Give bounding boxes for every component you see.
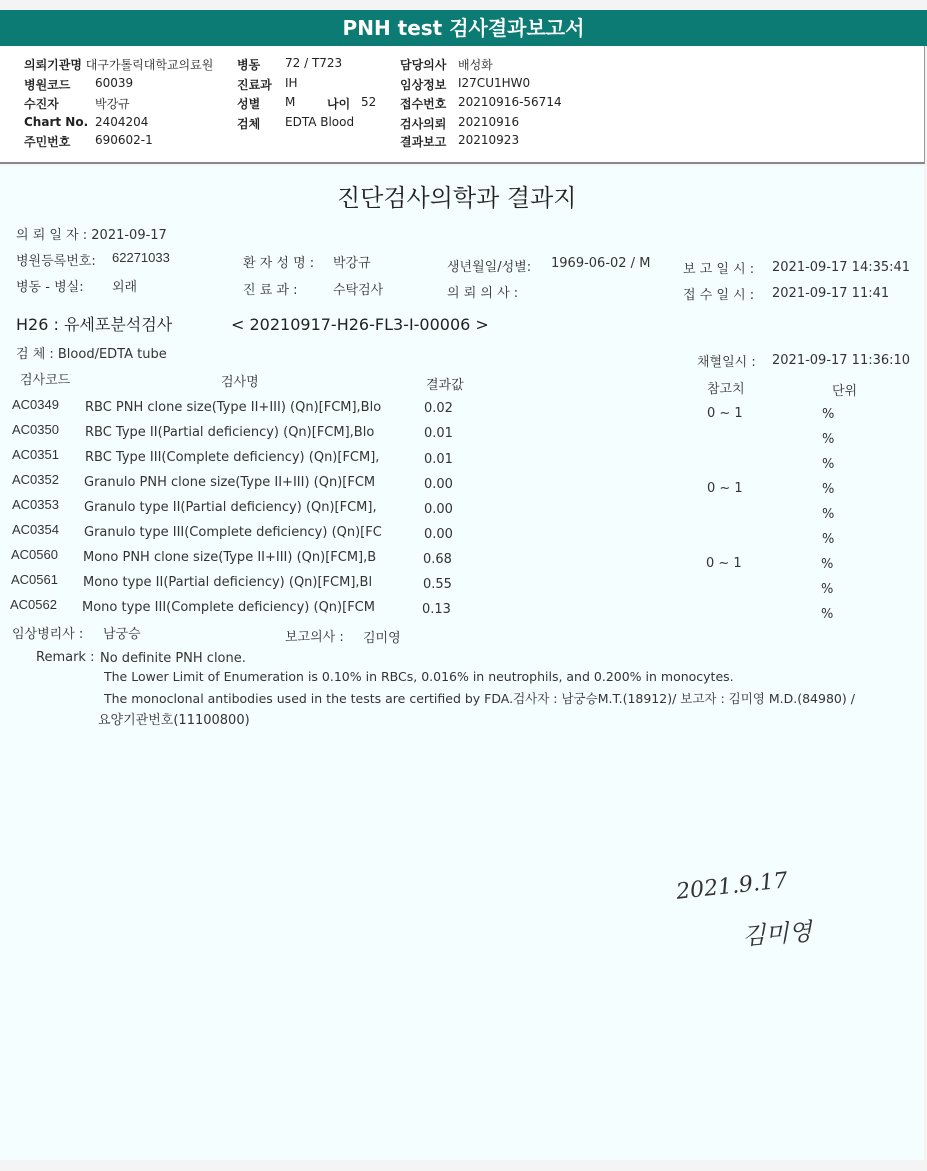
examinee-value: 박강규 xyxy=(95,97,130,111)
row-code: AC0353 xyxy=(12,497,59,512)
patient-name-value: 박강규 xyxy=(333,256,371,271)
ward-room-value: 외래 xyxy=(112,280,138,295)
doctor-label: 담당의사 xyxy=(400,58,447,72)
row-code: AC0351 xyxy=(12,447,59,462)
lab-result-sheet xyxy=(0,166,924,1160)
row-name: Granulo PNH clone size(Type II+III) (Qn)[FCM xyxy=(84,475,376,490)
clinical-label: 임상정보 xyxy=(400,78,447,92)
column-code: 검사코드 xyxy=(20,373,71,388)
row-name: RBC Type III(Complete deficiency) (Qn)[FCM], xyxy=(85,450,380,465)
row-name: Granulo type III(Complete deficiency) (Qn)[FC xyxy=(84,525,382,540)
remark-line: The monoclonal antibodies used in the tests are certified by FDA.검사자 : 남궁승M.T.(18912)/ 보고자 : 김미영 M.D.(84980) / xyxy=(104,691,855,706)
column-ref: 참고치 xyxy=(707,382,745,397)
ref-range: 0 ~ 1 xyxy=(707,481,743,496)
ward-room-label: 병동 - 병실: xyxy=(16,280,84,295)
dept-label: 진료과 xyxy=(237,78,272,92)
reg-no-label: 병원등록번호: xyxy=(16,254,96,269)
pathologist-value: 남궁승 xyxy=(103,627,141,642)
accession-number: < 20210917-H26-FL3-I-00006 > xyxy=(231,315,489,334)
column-name: 검사명 xyxy=(221,375,259,390)
examinee-label: 수진자 xyxy=(24,97,59,111)
reg-no-value: 62271033 xyxy=(112,250,170,265)
hospital-label: 의뢰기관명 xyxy=(24,58,82,72)
test-group: H26 : 유세포분석검사 xyxy=(16,315,173,334)
sheet-dept-label: 진 료 과 : xyxy=(243,283,298,298)
sheet-specimen: 검 체 : Blood/EDTA tube xyxy=(16,347,167,362)
specimen-label: 검체 xyxy=(237,117,261,131)
ref-range: 0 ~ 1 xyxy=(706,556,742,571)
receipt-time-label: 접 수 일 시 : xyxy=(683,288,755,303)
row-result: 0.02 xyxy=(424,401,453,416)
row-code: AC0354 xyxy=(12,522,59,537)
hospital-value: 대구가톨릭대학교의료원 xyxy=(85,58,214,72)
hospital-row xyxy=(24,56,213,73)
request-date: 의 뢰 일 자 : 2021-09-17 xyxy=(16,228,167,243)
collect-label: 채혈일시 : xyxy=(697,355,756,370)
unit-value: % xyxy=(822,507,835,522)
handwritten-signature: 김미영 xyxy=(741,917,813,951)
receipt-label: 접수번호 xyxy=(400,97,447,111)
report-time-label: 보 고 일 시 : xyxy=(683,262,755,277)
id-value: 690602-1 xyxy=(95,133,153,147)
receipt-time-value: 2021-09-17 11:41 xyxy=(772,286,890,301)
row-code: AC0562 xyxy=(10,597,57,612)
request-value: 20210916 xyxy=(458,115,520,129)
row-result: 0.00 xyxy=(424,502,453,517)
row-name: Mono type II(Partial deficiency) (Qn)[FCM],Bl xyxy=(83,575,373,590)
patient-name-label: 환 자 성 명 : xyxy=(243,256,315,271)
report-doctor-label: 보고의사 : xyxy=(285,630,344,645)
report-time-value: 2021-09-17 14:35:41 xyxy=(772,260,911,275)
row-result: 0.00 xyxy=(424,477,453,492)
sex-label: 성별 xyxy=(237,97,261,111)
unit-value: % xyxy=(822,482,835,497)
unit-value: % xyxy=(821,607,834,622)
collect-time-value: 2021-09-17 11:36:10 xyxy=(772,353,911,368)
remark-line: No definite PNH clone. xyxy=(100,651,246,666)
row-name: Granulo type II(Partial deficiency) (Qn)[FCM], xyxy=(84,500,377,515)
unit-value: % xyxy=(822,457,835,472)
column-unit: 단위 xyxy=(832,384,858,399)
report-value: 20210923 xyxy=(458,133,520,147)
id-label: 주민번호 xyxy=(24,135,71,149)
remark-line: 요양기관번호(11100800) xyxy=(98,713,250,728)
sheet-title: 진단검사의학과 결과지 xyxy=(337,184,577,212)
row-code: AC0561 xyxy=(11,572,58,587)
row-code: AC0350 xyxy=(12,422,59,437)
age-label: 나이 xyxy=(327,97,351,111)
row-code: AC0349 xyxy=(12,397,59,412)
dept-value: IH xyxy=(285,76,298,90)
age-value: 52 xyxy=(361,95,377,109)
row-result: 0.00 xyxy=(424,527,453,542)
req-doctor-label: 의 뢰 의 사 : xyxy=(447,286,519,301)
chart-label: Chart No. xyxy=(24,115,89,129)
handwritten-date: 2021.9.17 xyxy=(675,868,789,905)
row-name: RBC Type II(Partial deficiency) (Qn)[FCM],Blo xyxy=(85,425,375,440)
row-name: RBC PNH clone size(Type II+III) (Qn)[FCM],Blo xyxy=(85,400,382,415)
sheet-dept-value: 수탁검사 xyxy=(333,283,384,298)
code-value: 60039 xyxy=(95,76,134,90)
receipt-value: 20210916-56714 xyxy=(458,95,562,109)
ref-range: 0 ~ 1 xyxy=(707,406,743,421)
row-code: AC0352 xyxy=(12,472,59,487)
clinical-value: I27CU1HW0 xyxy=(458,76,531,90)
pathologist-label: 임상병리사 : xyxy=(12,627,84,642)
ward-value: 72 / T723 xyxy=(285,56,343,70)
request-label: 검사의뢰 xyxy=(400,117,447,131)
row-result: 0.55 xyxy=(423,577,452,592)
report-label: 결과보고 xyxy=(400,135,447,149)
remark-label: Remark : xyxy=(36,650,95,665)
sex-value: M xyxy=(285,95,296,109)
ward-label: 병동 xyxy=(237,58,261,72)
row-result: 0.01 xyxy=(424,452,453,467)
row-name: Mono PNH clone size(Type II+III) (Qn)[FCM],B xyxy=(83,550,377,565)
code-row xyxy=(24,76,70,93)
unit-value: % xyxy=(822,532,835,547)
unit-value: % xyxy=(822,432,835,447)
request-info-panel xyxy=(0,46,925,164)
report-header xyxy=(0,10,927,46)
specimen-value: EDTA Blood xyxy=(285,115,355,129)
report-doctor-value: 김미영 xyxy=(363,631,401,646)
birth-label: 생년월일/성별: xyxy=(447,260,532,275)
birth-value: 1969-06-02 / M xyxy=(551,256,651,271)
chart-value: 2404204 xyxy=(95,115,149,129)
row-result: 0.13 xyxy=(422,602,451,617)
row-result: 0.01 xyxy=(424,426,453,441)
row-result: 0.68 xyxy=(423,552,452,567)
unit-value: % xyxy=(821,582,834,597)
doctor-value: 배성화 xyxy=(458,58,493,72)
unit-value: % xyxy=(821,557,834,572)
code-label: 병원코드 xyxy=(24,78,71,92)
column-result: 결과값 xyxy=(426,378,464,393)
report-title: PNH test 검사결과보고서 xyxy=(342,16,585,40)
row-code: AC0560 xyxy=(11,547,58,562)
unit-value: % xyxy=(822,407,835,422)
row-name: Mono type III(Complete deficiency) (Qn)[FCM xyxy=(82,600,375,615)
remark-line: The Lower Limit of Enumeration is 0.10% in RBCs, 0.016% in neutrophils, and 0.200% in monocytes. xyxy=(104,669,734,684)
